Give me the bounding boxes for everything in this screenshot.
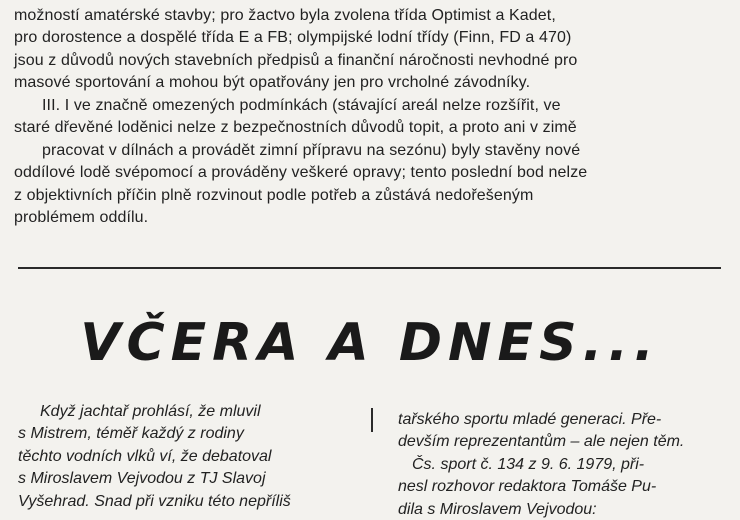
column-line: s Mistrem, téměř každý z rodiny [18, 425, 244, 442]
article-heading: VČERA A DNES... [80, 313, 660, 373]
text-line: pracovat v dílnách a provádět zimní přípravu na sezónu) byly stavěny nové [42, 142, 581, 159]
text-line: staré dřevěné loděnici nelze z bezpečnostních důvodů topit, a proto ani v zimě [14, 119, 577, 136]
text-line: jsou z důvodů nových stavebních předpisů a finanční náročnosti nevhodné pro [14, 52, 578, 69]
text-line: masové sportování a mohou být opatřovány jen pro vrcholné závodníky. [14, 74, 531, 91]
horizontal-rule [18, 267, 721, 269]
text-line: možností amatérské stavby; pro žactvo byla zvolena třída Optimist a Kadet, [14, 7, 556, 24]
column-line: těchto vodních vlků ví, že debatoval [18, 448, 272, 465]
column-line: Když jachtař prohlásí, že mluvil [40, 403, 261, 420]
text-line: oddílové lodě svépomocí a prováděny veškeré opravy; tento poslední bod nelze [14, 164, 588, 181]
column-line: nesl rozhovor redaktora Tomáše Pu- [398, 478, 657, 495]
text-line: III. I ve značně omezených podmínkách (stávající areál nelze rozšířit, ve [42, 97, 561, 114]
text-line: problémem oddílu. [14, 209, 149, 226]
text-line: z objektivních příčin plně rozvinout podle potřeb a zůstává nedořešeným [14, 187, 534, 204]
column-line: tařského sportu mladé generaci. Pře- [398, 411, 662, 428]
column-line: devším reprezentantům – ale nejen těm. [398, 433, 685, 450]
column-line: Čs. sport č. 134 z 9. 6. 1979, při- [412, 456, 645, 473]
column-divider [371, 408, 373, 432]
column-line: dila s Miroslavem Vejvodou: [398, 501, 597, 518]
column-line: Vyšehrad. Snad při vzniku této nepříliš [18, 493, 291, 510]
text-line: pro dorostence a dospělé třída E a FB; olympijské lodní třídy (Finn, FD a 470) [14, 29, 572, 46]
column-line: s Miroslavem Vejvodou z TJ Slavoj [18, 470, 266, 487]
